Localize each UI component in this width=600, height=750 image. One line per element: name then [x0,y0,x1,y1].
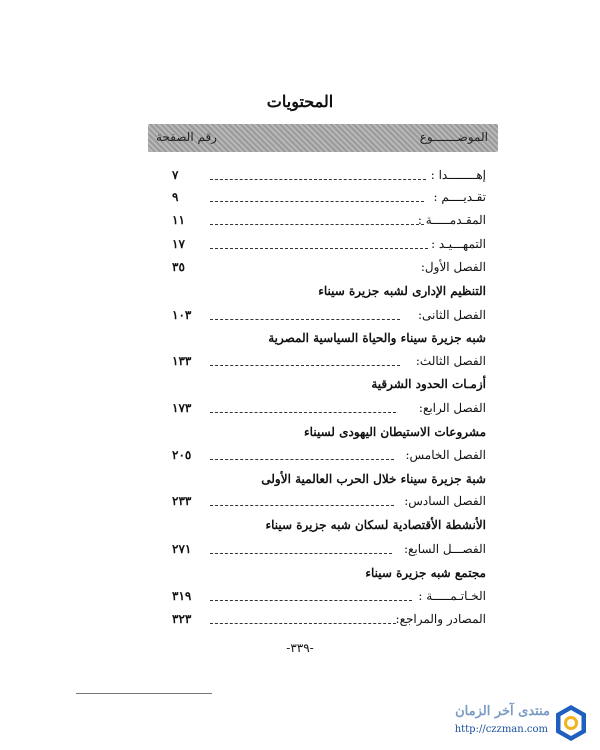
toc-row [0,494,600,514]
toc-row [0,448,600,468]
toc-label: المقـدمـــــة : [417,213,486,227]
chapter-subtitle: التنظيم الإدارى لشبه جزيرة سيناء [318,284,486,298]
toc-page-number: ١١ [172,213,185,227]
toc-row [0,168,600,188]
toc-page-number: ١٣٣ [172,354,192,368]
toc-row [0,213,600,233]
leader-dots [210,201,424,202]
chapter-subtitle: الأنشطة الأقتصادية لسكان شبه جزيرة سيناء [265,518,486,532]
header-page-label: رقم الصفحة [156,130,217,144]
toc-label: الفصل الخامس: [405,448,486,462]
toc-page-number: ١٠٣ [172,308,192,322]
toc-page-number: ٩ [172,190,179,204]
stray-pen-mark [76,693,212,694]
toc-label: الفصل الرابع: [418,401,486,415]
toc-page-number: ١٧٣ [172,401,192,415]
toc-row [0,401,600,421]
toc-label: التمهـــيـد : [431,237,486,251]
forum-watermark [418,700,588,744]
chapter-subtitle: مجتمع شبه جزيرة سيناء [365,566,486,580]
page-title: المحتويات [266,92,334,111]
leader-dots [210,459,394,460]
toc-label: المصادر والمراجع: [395,612,486,626]
toc-label: الفصل الأول: [420,260,486,274]
leader-dots [210,623,396,624]
toc-page-number: ٢٠٥ [172,448,192,462]
chapter-subtitle: مشروعات الاستيطان اليهودى لسيناء [304,425,486,439]
toc-page-number: ٣٥ [172,260,185,274]
watermark-url[interactable]: http://czzman.com [454,724,548,735]
toc-row [0,542,600,562]
toc-label: الفصـــل السابع: [403,542,486,556]
leader-dots [210,179,426,180]
toc-label: تقـديــــم : [433,190,486,204]
header-topic-label: الموضـــــــوع [419,130,488,144]
toc-page-number: ٣١٩ [172,589,192,603]
toc-row [0,308,600,328]
toc-row [0,260,600,280]
toc-label: إهــــــــدا : [430,168,486,182]
leader-dots [210,365,400,366]
leader-dots [210,248,428,249]
leader-dots [210,553,392,554]
chapter-subtitle: أزمـات الحدود الشرقية [371,377,486,391]
toc-page-number: ٣٢٣ [172,612,192,626]
toc-row [0,190,600,210]
toc-page-number: ٢٣٣ [172,494,192,508]
toc-label: الفصل السادس: [404,494,486,508]
toc-row [0,237,600,257]
leader-dots [210,319,400,320]
leader-dots [210,600,412,601]
leader-dots [210,224,424,225]
page-number-footer: -٣٣٩- [286,641,314,655]
toc-label: الخـاتـمـــــة : [418,589,486,603]
leader-dots [210,505,394,506]
chapter-subtitle: شبة جزيرة سيناء خلال الحرب العالمية الأولى [261,472,486,486]
toc-page-number: ٧ [172,168,179,182]
toc-row [0,589,600,609]
toc-page-number: ٢٧١ [172,542,192,556]
toc-label: الفصل الثالث: [415,354,486,368]
toc-row [0,612,600,632]
hexagon-logo-icon [554,704,588,742]
leader-dots [210,412,396,413]
toc-row [0,354,600,374]
toc-page-number: ١٧ [172,237,185,251]
toc-label: الفصل الثانى: [417,308,486,322]
chapter-subtitle: شبه جزيرة سيناء والحياة السياسية المصرية [268,331,486,345]
watermark-site-name: منتدى آخر الزمان [455,704,550,719]
